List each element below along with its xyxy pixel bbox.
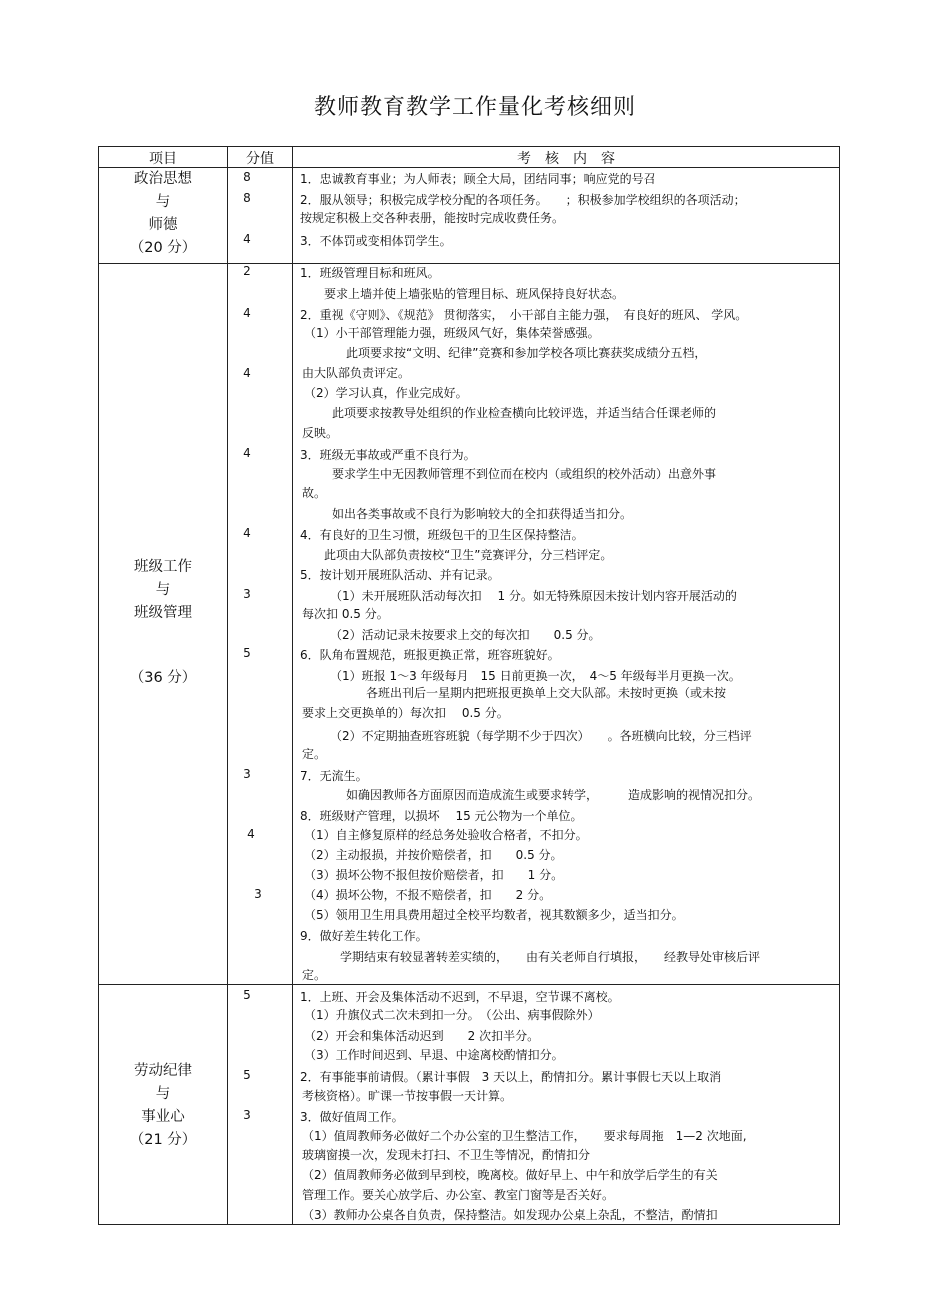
- content-line: （2）不定期抽查班容班貌（每学期不少于四次） 。各班横向比较，分三档评: [330, 729, 752, 743]
- score-cell: 2: [243, 264, 251, 278]
- content-line: 要求学生中无因教师管理不到位而在校内（或组织的校外活动）出意外事: [332, 467, 717, 481]
- header-content: 考 核 内 容: [517, 151, 615, 167]
- content-line: （3）损坏公物不报但按价赔偿者，扣 1 分。: [304, 868, 564, 882]
- content-line: 1．班级管理目标和班风。: [300, 266, 440, 280]
- content-line: 此项要求按教导处组织的作业检查横向比较评选，并适当结合任课老师的: [332, 406, 717, 420]
- score-cell: 3: [254, 887, 262, 901]
- content-line: 故。: [302, 486, 327, 500]
- score-cell: 5: [243, 988, 251, 1002]
- content-line: （4）损坏公物，不报不赔偿者，扣 2 分。: [304, 888, 552, 902]
- content-line: 要求上墙并使上墙张贴的管理目标、班风保持良好状态。: [324, 287, 625, 301]
- score-cell: 3: [243, 587, 251, 601]
- score-cell: 3: [243, 767, 251, 781]
- content-line: 按规定积极上交各种表册，能按时完成收费任务。: [300, 211, 565, 225]
- content-line: 2．重视《守则》、《规范》 贯彻落实， 小干部自主能力强， 有良好的班风、 学风。: [300, 308, 748, 322]
- content-line: 玻璃窗摸一次，发现未打扫、不卫生等情况，酌情扣分: [302, 1148, 591, 1162]
- column-divider-1: [227, 146, 228, 1225]
- content-line: （1）自主修复原样的经总务处验收合格者，不扣分。: [304, 828, 588, 842]
- content-line: 每次扣 0.5 分。: [302, 607, 389, 621]
- content-line: 此项要求按“文明、纪律”竞赛和参加学校各项比赛获奖成绩分五档，: [346, 346, 707, 360]
- content-line: （1）小干部管理能力强，班级风气好，集体荣誉感强。: [304, 326, 600, 340]
- content-line: （1）班报 1～3 年级每月 15 日前更换一次， 4～5 年级每半月更换一次。: [330, 669, 741, 683]
- content-line: 定。: [302, 747, 327, 761]
- content-line: 1．上班、开会及集体活动不迟到，不早退，空节课不离校。: [300, 990, 620, 1004]
- content-line: （2）活动记录未按要求上交的每次扣 0.5 分。: [330, 628, 601, 642]
- content-line: 管理工作。要关心放学后、办公室、教室门窗等是否关好。: [302, 1188, 615, 1202]
- table-border-bottom: [98, 1224, 840, 1225]
- content-line: 反映。: [302, 426, 339, 440]
- content-line: 3．班级无事故或严重不良行为。: [300, 448, 476, 462]
- score-cell: 4: [243, 366, 251, 380]
- content-line: （2）主动报损，并按价赔偿者，扣 0.5 分。: [304, 848, 563, 862]
- content-line: 2．服从领导；积极完成学校分配的各项任务。 ；积极参加学校组织的各项活动；: [300, 193, 746, 207]
- content-line: 4．有良好的卫生习惯，班级包干的卫生区保持整洁。: [300, 528, 584, 542]
- score-cell: 4: [247, 827, 255, 841]
- score-cell: 5: [243, 646, 251, 660]
- score-cell: 3: [243, 1108, 251, 1122]
- section-label: 政治思想 与 师德 （20 分）: [129, 171, 197, 256]
- content-line: 2．有事能事前请假。（累计事假 3 天以上，酌情扣分。累计事假七天以上取消: [300, 1070, 722, 1084]
- table-border-right: [839, 146, 840, 1225]
- content-line: 要求上交更换单的）每次扣 0.5 分。: [302, 706, 509, 720]
- content-line: 9．做好差生转化工作。: [300, 929, 428, 943]
- header-score: 分值: [246, 151, 274, 167]
- content-line: 7．无流生。: [300, 769, 368, 783]
- score-cell: 8: [243, 170, 251, 184]
- content-line: 定。: [302, 968, 327, 982]
- content-line: 5．按计划开展班队活动、并有记录。: [300, 568, 500, 582]
- column-divider-2: [292, 146, 293, 1225]
- score-cell: 4: [243, 446, 251, 460]
- content-line: 学期结束有较显著转差实绩的， 由有关老师自行填报， 经教导处审核后评: [340, 950, 761, 964]
- content-line: （3）教师办公桌各自负责，保持整洁。如发现办公桌上杂乱，不整洁，酌情扣: [302, 1208, 718, 1222]
- content-line: 此项由大队部负责按校“卫生”竞赛评分，分三档评定。: [324, 548, 613, 562]
- content-line: 如出各类事故或不良行为影响较大的全扣获得适当扣分。: [332, 507, 633, 521]
- section-label: 班级工作 与 班级管理 （36 分）: [129, 559, 197, 686]
- score-cell: 8: [243, 191, 251, 205]
- content-line: 3．做好值周工作。: [300, 1110, 404, 1124]
- content-line: （1）未开展班队活动每次扣 1 分。如无特殊原因未按计划内容开展活动的: [330, 589, 737, 603]
- content-line: 8．班级财产管理，以损坏 15 元公物为一个单位。: [300, 809, 583, 823]
- content-line: （1）升旗仪式二次未到扣一分。 （公出、病事假除外）: [304, 1008, 600, 1022]
- content-line: 各班出刊后一星期内把班报更换单上交大队部。未按时更换（或未按: [366, 686, 727, 700]
- score-cell: 5: [243, 1068, 251, 1082]
- content-line: 6．队角布置规范，班报更换正常，班容班貌好。: [300, 648, 560, 662]
- content-line: 考核资格）。旷课一节按事假一天计算。: [302, 1089, 513, 1103]
- content-line: （2）学习认真，作业完成好。: [304, 386, 468, 400]
- row-divider-2: [98, 984, 840, 985]
- page-title: 教师教育教学工作量化考核细则: [313, 95, 636, 120]
- section-label: 劳动纪律 与 事业心 （21 分）: [129, 1063, 197, 1148]
- content-line: 如确因教师各方面原因而造成流生或要求转学， 造成影响的视情况扣分。: [346, 788, 761, 802]
- content-line: （1）值周教师务必做好二个办公室的卫生整洁工作， 要求每周拖 1—2 次地面,: [302, 1129, 747, 1143]
- content-line: （2）值周教师务必做到早到校，晚离校。做好早上、中午和放学后学生的有关: [302, 1168, 718, 1182]
- content-line: （3）工作时间迟到、早退、中途离校酌情扣分。: [304, 1048, 564, 1062]
- content-line: （5）领用卫生用具费用超过全校平均数者，视其数额多少，适当扣分。: [304, 908, 684, 922]
- table-border-top: [98, 146, 840, 147]
- content-line: 1．忠诚教育事业；为人师表；顾全大局，团结同事；响应党的号召: [300, 172, 656, 186]
- score-cell: 4: [243, 526, 251, 540]
- content-line: 由大队部负责评定。: [302, 366, 411, 380]
- content-line: （2）开会和集体活动迟到 2 次扣半分。: [304, 1029, 540, 1043]
- header-item: 项目: [149, 151, 177, 167]
- score-cell: 4: [243, 306, 251, 320]
- score-cell: 4: [243, 232, 251, 246]
- content-line: 3．不体罚或变相体罚学生。: [300, 234, 452, 248]
- row-divider-1: [98, 263, 840, 264]
